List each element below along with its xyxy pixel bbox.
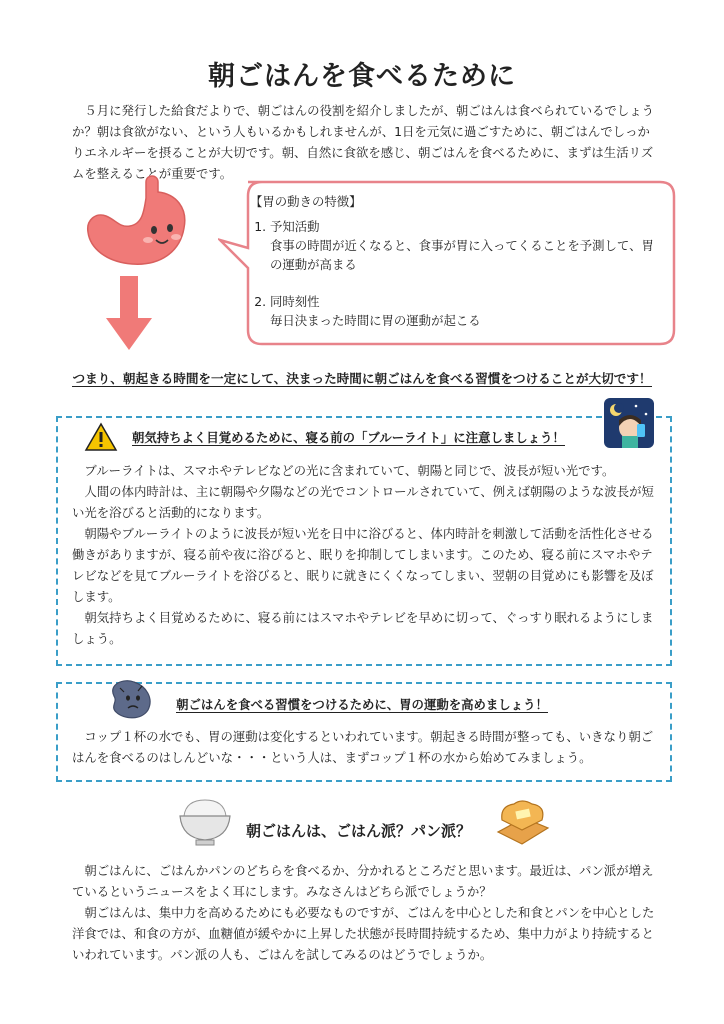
feature-title: 2. 同時刻性 [270,294,320,309]
stomach-exercise-heading-text: 朝ごはんを食べる習慣をつけるために、胃の運動を高めましょう！ [176,697,548,712]
stomach-exercise-heading [0,695,724,713]
page-title [0,54,724,93]
body-paragraph: 人間の体内時計は、主に朝陽や夕陽などの光でコントロールされていて、例えば朝陽のような波長が短い光を浴びると活動的になります。 [72,484,654,520]
feature-desc: 食事の時間が近くなると、食事が胃に入ってくることを予測して、胃の運動が高まる [270,238,654,272]
blue-light-heading [132,428,565,446]
body-paragraph: 朝ごはんは、集中力を高めるためにも必要なものですが、ごはんを中心とした和食とパンを中心とした洋食では、和食の方が、血糖値が緩やかに上昇した状態が長時間持続するため、集中力がより持続するといわれています。パン派の人も、ごはんを試してみるのはどうでしょうか。 [72,905,655,962]
down-arrow-icon [104,276,154,352]
rice-bowl-icon [176,796,234,848]
body-paragraph: 朝ごはんに、ごはんかパンのどちらを食べるか、分かれるところだと思います。最近は、パン派が増えているというニュースをよく耳にします。みなさんはどちら派でしょうか？ [72,863,654,899]
feature-item [270,217,660,274]
rice-or-bread-body [72,860,662,965]
body-paragraph: 朝気持ちよく目覚めるために、寝る前にはスマホやテレビを早めに切って、ぐっすり眠れるようにしましょう。 [72,610,654,646]
stomach-illustration [76,172,206,272]
blue-light-heading-text: 朝気持ちよく目覚めるために、寝る前の「ブルーライト」に注意しましょう！ [132,430,565,445]
warning-icon [84,422,118,452]
body-paragraph: コップ１杯の水でも、胃の運動は変化するといわれています。朝起きる時間が整っても、いきなり朝ごはんを食べるのはしんどいな・・・という人は、まずコップ１杯の水から始めてみましょう。 [72,729,654,765]
body-paragraph: 朝陽やブルーライトのように波長が短い光を日中に浴びると、体内時計を刺激して活動を活性化させる働きがありますが、寝る前や夜に浴びると、眠りを抑制してしまいます。このため、寝る前にスマホやテレビなどを見てブルーライトを浴びると、眠りに就きにくくなってしまい、翌朝の目覚めにも影響を及ぼします。 [72,526,654,604]
stomach-exercise-body [72,726,658,768]
toast-icon [492,796,552,848]
stomach-features [250,192,660,348]
feature-item [270,292,660,330]
night-phone-icon [604,398,654,448]
title-text: 朝ごはんを食べるために [208,61,516,92]
feature-desc: 毎日決まった時間に胃の運動が起こる [270,313,481,328]
summary-text: つまり、朝起きる時間を一定にして、決まった時間に朝ごはんを食べる習慣をつけることが大切です！ [72,371,652,386]
rice-or-bread-title-text: 朝ごはんは、ごはん派？パン派？ [246,822,472,840]
feature-title: 1. 予知活動 [270,219,320,234]
summary-statement [0,368,724,387]
rice-or-bread-title [246,820,471,841]
blue-light-body [72,460,658,649]
features-list [250,217,660,330]
intro-text: ５月に発行した給食だよりで、朝ごはんの役割を紹介しましたが、朝ごはんは食べられているでしょうか？朝は食欲がない、という人もいるかもしれませんが、1日を元気に過ごすために、朝ごはんでしっかりエネルギーを摂ることが大切です。朝、自然に食欲を感じ、朝ごはんを食べるために、まずは生活リズムを整えることが重要です。 [72,103,654,181]
body-paragraph: ブルーライトは、スマホやテレビなどの光に含まれていて、朝陽と同じで、波長が短い光です。 [84,463,615,478]
features-heading: 【胃の動きの特徴】 [250,194,362,209]
